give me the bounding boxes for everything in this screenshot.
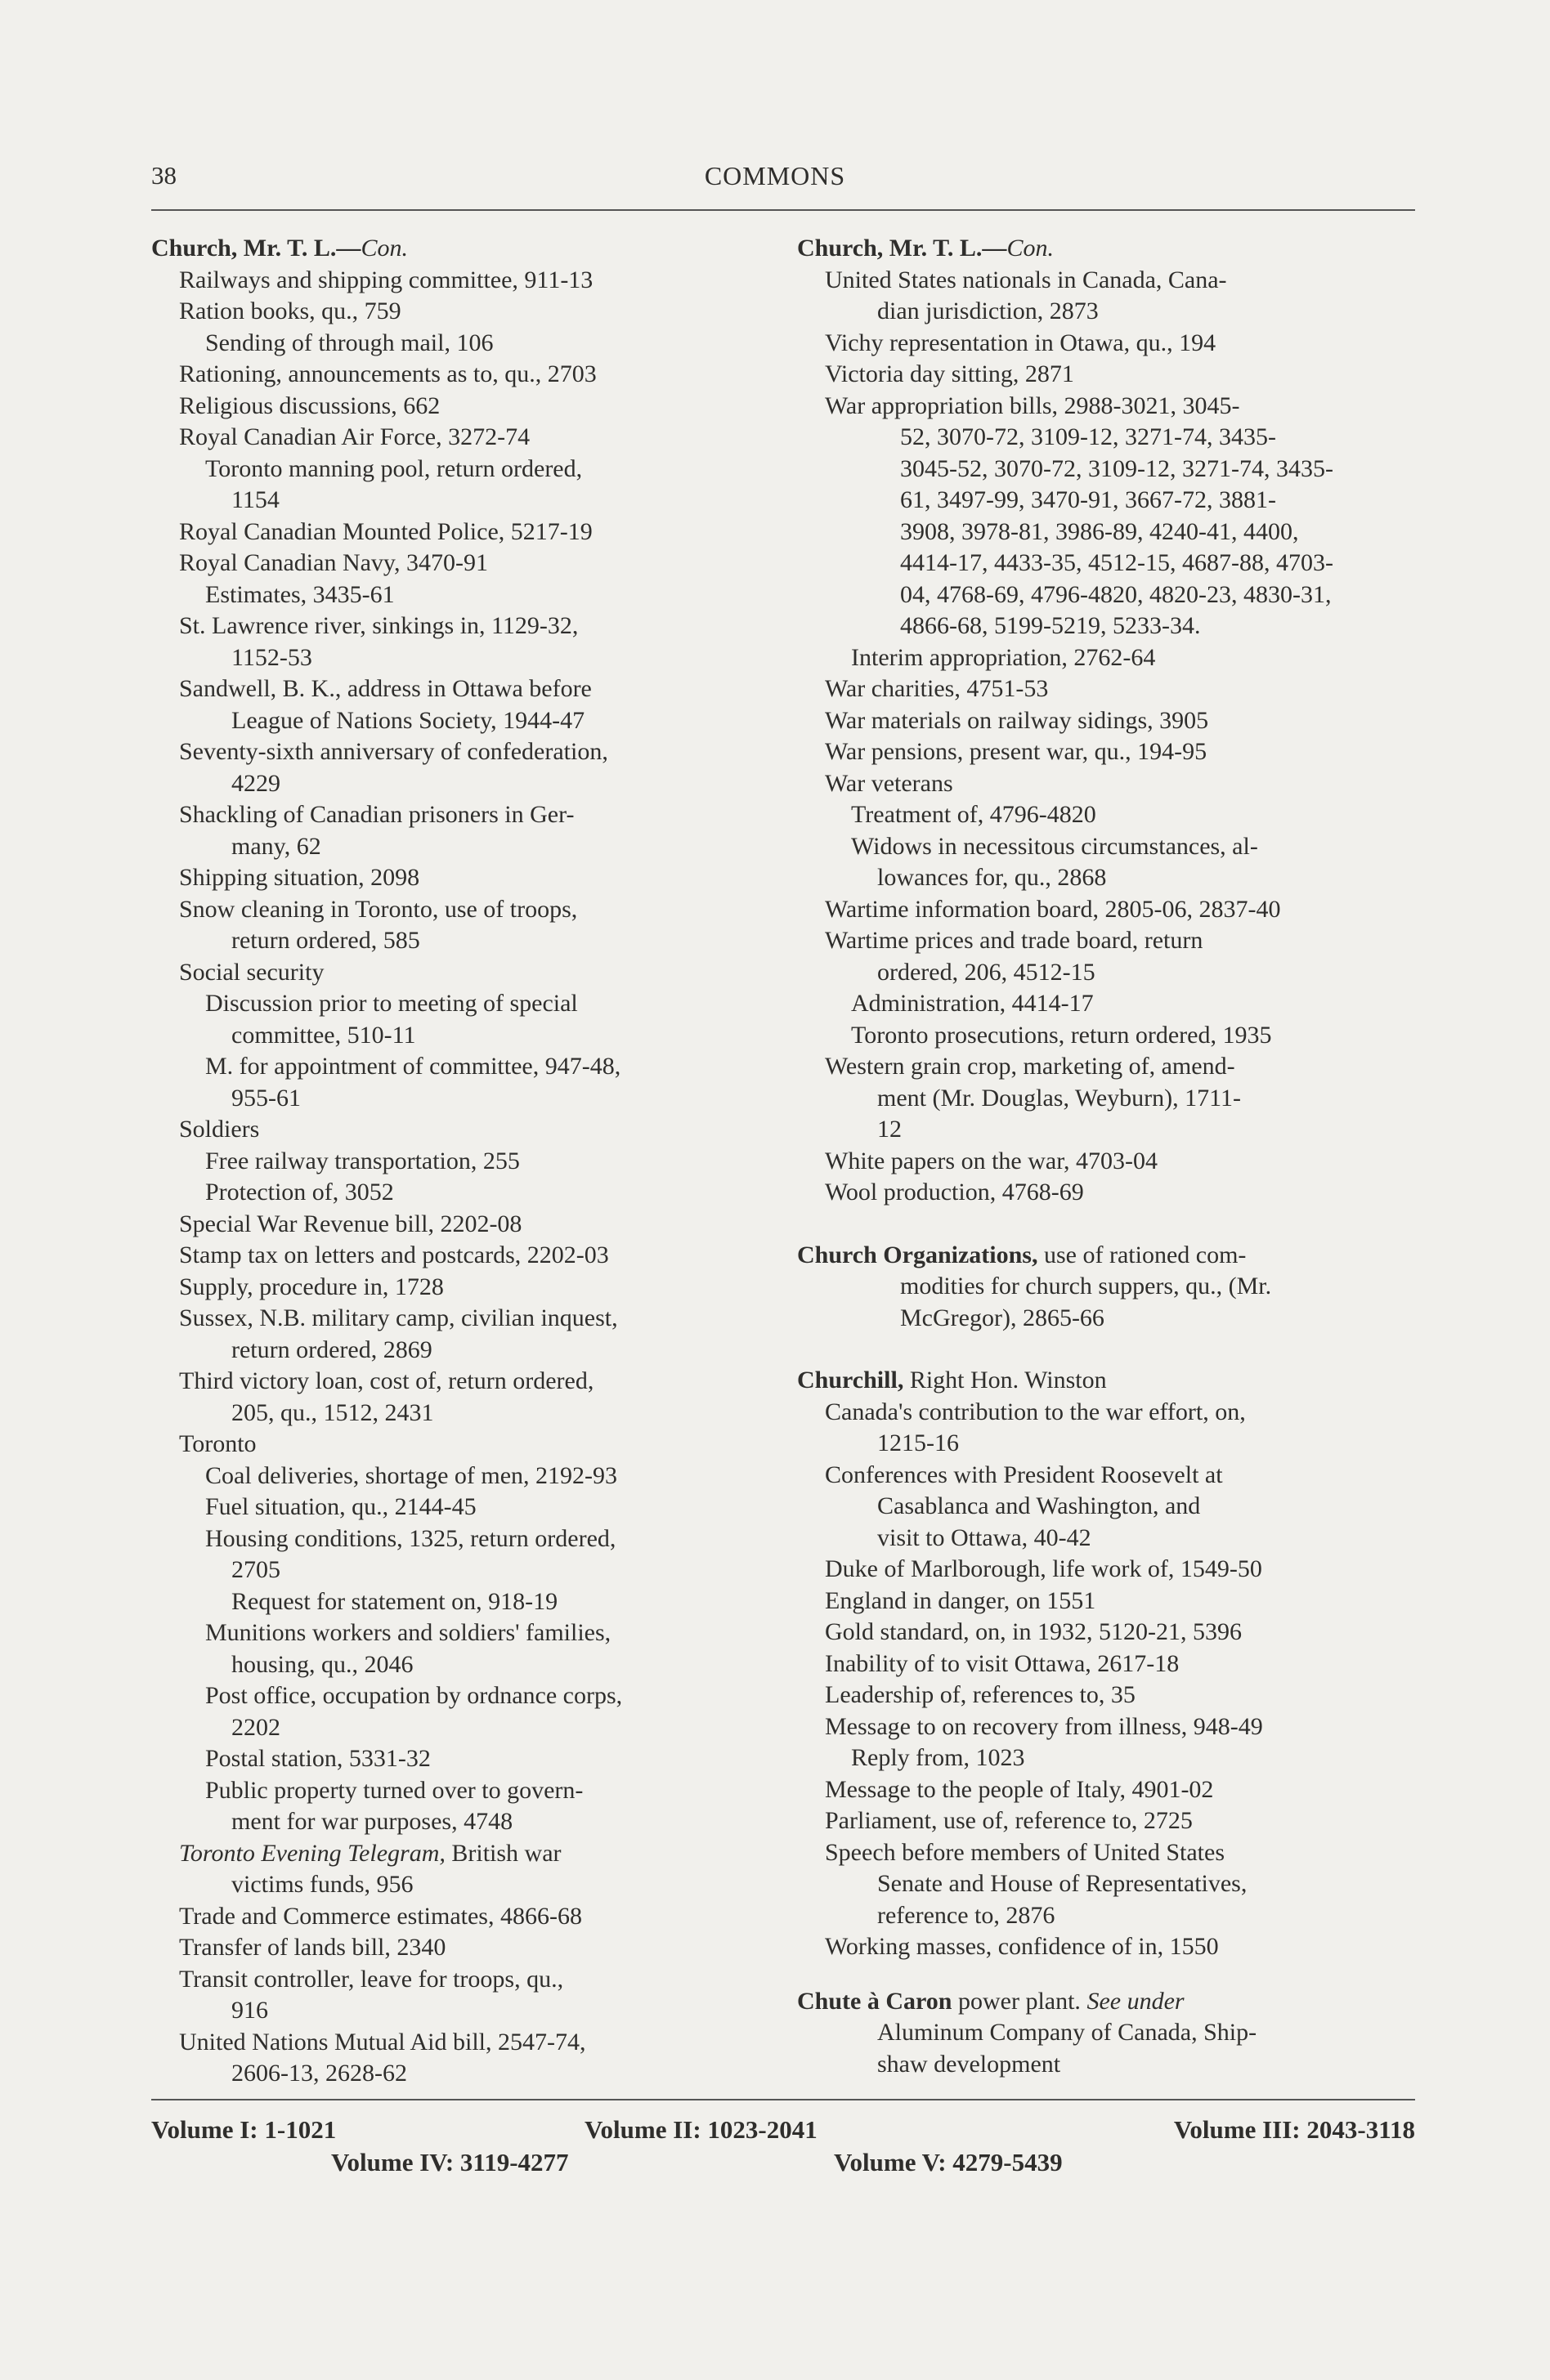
index-entry: McGregor), 2865-66 bbox=[900, 1304, 1104, 1331]
index-entry: 1215-16 bbox=[877, 1429, 959, 1456]
index-entry: Inability of to visit Ottawa, 2617-18 bbox=[825, 1649, 1180, 1677]
index-entry: Housing conditions, 1325, return ordered, bbox=[205, 1524, 616, 1552]
index-entry: Sandwell, B. K., address in Ottawa before bbox=[179, 675, 592, 702]
index-entry: Parliament, use of, reference to, 2725 bbox=[825, 1807, 1193, 1834]
volume-3-range: Volume III: 2043-3118 bbox=[1173, 2115, 1415, 2144]
header-rule bbox=[151, 209, 1415, 211]
index-entry: United Nations Mutual Aid bill, 2547-74, bbox=[179, 2028, 586, 2056]
index-entry: Aluminum Company of Canada, Ship- bbox=[877, 2019, 1257, 2046]
index-entry: Toronto bbox=[179, 1430, 257, 1457]
index-entry: Message to the people of Italy, 4901-02 bbox=[825, 1775, 1214, 1803]
index-entry: 2202 bbox=[231, 1713, 280, 1741]
index-entry: Shipping situation, 2098 bbox=[179, 864, 420, 891]
index-entry: 4866-68, 5199-5219, 5233-34. bbox=[900, 612, 1201, 639]
index-entry: Victoria day sitting, 2871 bbox=[825, 360, 1074, 387]
index-entry: 52, 3070-72, 3109-12, 3271-74, 3435- bbox=[900, 423, 1276, 450]
index-entry: White papers on the war, 4703-04 bbox=[825, 1147, 1158, 1174]
index-entry: Discussion prior to meeting of special bbox=[205, 990, 578, 1017]
index-entry: 2606-13, 2628-62 bbox=[231, 2060, 407, 2087]
running-head: COMMONS bbox=[704, 161, 846, 190]
index-entry: Toronto manning pool, return ordered, bbox=[205, 454, 583, 482]
index-entry: Soldiers bbox=[179, 1116, 260, 1143]
index-entry: Railways and shipping committee, 911-13 bbox=[179, 266, 594, 293]
index-entry: Free railway transportation, 255 bbox=[205, 1147, 520, 1174]
index-entry: Royal Canadian Navy, 3470-91 bbox=[179, 549, 488, 576]
index-entry: 1152-53 bbox=[231, 643, 312, 671]
index-entry: Canada's contribution to the war effort, on, bbox=[825, 1398, 1246, 1425]
index-entry: 04, 4768-69, 4796-4820, 4820-23, 4830-31, bbox=[900, 580, 1332, 608]
index-entry: modities for church suppers, qu., (Mr. bbox=[900, 1273, 1272, 1300]
index-entry: Speech before members of United States bbox=[825, 1838, 1225, 1866]
index-entry: Wartime information board, 2805-06, 2837-40 bbox=[825, 895, 1281, 923]
index-entry: Administration, 4414-17 bbox=[851, 990, 1094, 1017]
index-entry: Shackling of Canadian prisoners in Ger- bbox=[179, 801, 575, 828]
index-entry: ment (Mr. Douglas, Weyburn), 1711- bbox=[877, 1084, 1242, 1112]
index-entry: Coal deliveries, shortage of men, 2192-93 bbox=[205, 1461, 618, 1489]
index-entry: return ordered, 2869 bbox=[231, 1335, 432, 1363]
index-entry: 3908, 3978-81, 3986-89, 4240-41, 4400, bbox=[900, 517, 1299, 545]
index-entry: housing, qu., 2046 bbox=[231, 1650, 414, 1678]
index-entry: Sussex, N.B. military camp, civilian inquest, bbox=[179, 1304, 618, 1331]
index-entry: Fuel situation, qu., 2144-45 bbox=[205, 1493, 477, 1520]
index-entry: 955-61 bbox=[231, 1084, 301, 1112]
index-entry: Reply from, 1023 bbox=[851, 1744, 1025, 1771]
index-entry: Protection of, 3052 bbox=[205, 1179, 394, 1206]
index-entry: shaw development bbox=[877, 2050, 1061, 2078]
index-entry: War veterans bbox=[825, 769, 953, 797]
index-entry: Sending of through mail, 106 bbox=[205, 329, 494, 356]
index-entry: Request for statement on, 918-19 bbox=[231, 1587, 558, 1615]
index-entry: lowances for, qu., 2868 bbox=[877, 864, 1107, 891]
index-entry: reference to, 2876 bbox=[877, 1901, 1055, 1929]
index-entry: War appropriation bills, 2988-3021, 3045- bbox=[825, 391, 1240, 419]
entry-spacer bbox=[797, 1963, 1418, 1986]
index-entry: Duke of Marlborough, life work of, 1549-50 bbox=[825, 1555, 1262, 1582]
footer-rule bbox=[151, 2099, 1415, 2100]
index-entry: Casablanca and Washington, and bbox=[877, 1492, 1201, 1519]
index-entry: committee, 510-11 bbox=[231, 1021, 416, 1049]
index-entry: Estimates, 3435-61 bbox=[205, 580, 395, 608]
index-entry: Interim appropriation, 2762-64 bbox=[851, 643, 1156, 671]
index-entry: Third victory loan, cost of, return ordered, bbox=[179, 1367, 594, 1394]
index-entry: Treatment of, 4796-4820 bbox=[851, 801, 1096, 828]
index-entry: War materials on railway sidings, 3905 bbox=[825, 706, 1209, 734]
index-entry: Toronto prosecutions, return ordered, 1935 bbox=[851, 1021, 1272, 1049]
index-entry: Seventy-sixth anniversary of confederation, bbox=[179, 738, 608, 765]
index-entry: Conferences with President Roosevelt at bbox=[825, 1461, 1223, 1488]
page-number: 38 bbox=[151, 161, 177, 190]
index-entry: Snow cleaning in Toronto, use of troops, bbox=[179, 895, 578, 923]
index-heading: Church, Mr. T. L.—Con. bbox=[151, 235, 408, 262]
entry-spacer bbox=[797, 1209, 1418, 1240]
volume-5-range: Volume V: 4279-5439 bbox=[834, 2148, 1063, 2176]
index-heading: Chute à Caron power plant. See under bbox=[797, 1987, 1185, 2015]
index-entry: Religious discussions, 662 bbox=[179, 391, 441, 419]
index-entry: Postal station, 5331-32 bbox=[205, 1745, 431, 1772]
volume-4-range: Volume IV: 3119-4277 bbox=[331, 2148, 569, 2176]
index-entry: visit to Ottawa, 40-42 bbox=[877, 1523, 1091, 1551]
index-entry: dian jurisdiction, 2873 bbox=[877, 298, 1099, 324]
index-entry: Message to on recovery from illness, 948-49 bbox=[825, 1712, 1263, 1740]
index-entry: Supply, procedure in, 1728 bbox=[179, 1273, 444, 1300]
index-entry: Ration books, qu., 759 bbox=[179, 298, 401, 324]
index-entry: Social security bbox=[179, 958, 325, 986]
index-entry: 61, 3497-99, 3470-91, 3667-72, 3881- bbox=[900, 486, 1276, 513]
index-entry: Post office, occupation by ordnance corps, bbox=[205, 1682, 623, 1709]
index-entry: ment for war purposes, 4748 bbox=[231, 1808, 513, 1835]
index-column-right bbox=[797, 233, 1418, 2080]
index-entry: Public property turned over to govern- bbox=[205, 1776, 584, 1804]
index-entry: victims funds, 956 bbox=[231, 1871, 414, 1898]
index-entry: War charities, 4751-53 bbox=[825, 675, 1049, 702]
index-entry: Stamp tax on letters and postcards, 2202-03 bbox=[179, 1241, 609, 1268]
index-entry: Wartime prices and trade board, return bbox=[825, 927, 1203, 954]
index-entry: 4229 bbox=[231, 769, 280, 797]
index-entry: Transit controller, leave for troops, qu., bbox=[179, 1965, 564, 1993]
index-entry: Trade and Commerce estimates, 4866-68 bbox=[179, 1902, 582, 1930]
index-heading: Church, Mr. T. L.—Con. bbox=[797, 235, 1054, 262]
index-entry: St. Lawrence river, sinkings in, 1129-32, bbox=[179, 612, 579, 639]
index-entry: Royal Canadian Air Force, 3272-74 bbox=[179, 423, 531, 450]
entry-spacer bbox=[797, 1334, 1418, 1365]
index-entry: England in danger, on 1551 bbox=[825, 1586, 1096, 1614]
index-entry: United States nationals in Canada, Cana- bbox=[825, 266, 1227, 293]
index-entry: Widows in necessitous circumstances, al- bbox=[851, 832, 1258, 860]
index-entry: Toronto Evening Telegram, British war bbox=[179, 1839, 562, 1867]
index-entry: Working masses, confidence of in, 1550 bbox=[825, 1933, 1219, 1960]
index-entry: 1154 bbox=[231, 486, 280, 513]
volume-1-range: Volume I: 1-1021 bbox=[151, 2115, 337, 2144]
index-entry: Munitions workers and soldiers' families, bbox=[205, 1619, 611, 1646]
index-entry: 2705 bbox=[231, 1556, 280, 1583]
index-entry: Gold standard, on, in 1932, 5120-21, 5396 bbox=[825, 1618, 1242, 1645]
index-entry: 916 bbox=[231, 1997, 268, 2024]
index-entry: Rationing, announcements as to, qu., 2703 bbox=[179, 360, 597, 387]
index-entry: War pensions, present war, qu., 194-95 bbox=[825, 738, 1207, 765]
index-entry: return ordered, 585 bbox=[231, 927, 420, 954]
index-entry: Leadership of, references to, 35 bbox=[825, 1681, 1136, 1708]
index-entry: Royal Canadian Mounted Police, 5217-19 bbox=[179, 517, 593, 545]
index-column-left bbox=[151, 233, 756, 2090]
index-entry: many, 62 bbox=[231, 832, 321, 860]
index-heading: Churchill, Right Hon. Winston bbox=[797, 1367, 1107, 1394]
index-entry: 3045-52, 3070-72, 3109-12, 3271-74, 3435- bbox=[900, 454, 1333, 482]
index-entry: League of Nations Society, 1944-47 bbox=[231, 706, 585, 734]
index-entry: Western grain crop, marketing of, amend- bbox=[825, 1053, 1235, 1080]
index-entry: Vichy representation in Otawa, qu., 194 bbox=[825, 329, 1216, 356]
index-entry: Transfer of lands bill, 2340 bbox=[179, 1934, 446, 1961]
index-entry: 4414-17, 4433-35, 4512-15, 4687-88, 4703- bbox=[900, 549, 1333, 576]
index-entry: ordered, 206, 4512-15 bbox=[877, 958, 1095, 986]
index-entry: Senate and House of Representatives, bbox=[877, 1870, 1248, 1897]
index-entry: Wool production, 4768-69 bbox=[825, 1179, 1084, 1206]
index-entry: 12 bbox=[877, 1116, 902, 1143]
index-entry: Special War Revenue bill, 2202-08 bbox=[179, 1210, 522, 1237]
index-heading: Church Organizations, use of rationed com- bbox=[797, 1241, 1247, 1268]
volume-2-range: Volume II: 1023-2041 bbox=[585, 2115, 818, 2144]
index-entry: M. for appointment of committee, 947-48, bbox=[205, 1053, 621, 1080]
index-entry: 205, qu., 1512, 2431 bbox=[231, 1398, 434, 1426]
